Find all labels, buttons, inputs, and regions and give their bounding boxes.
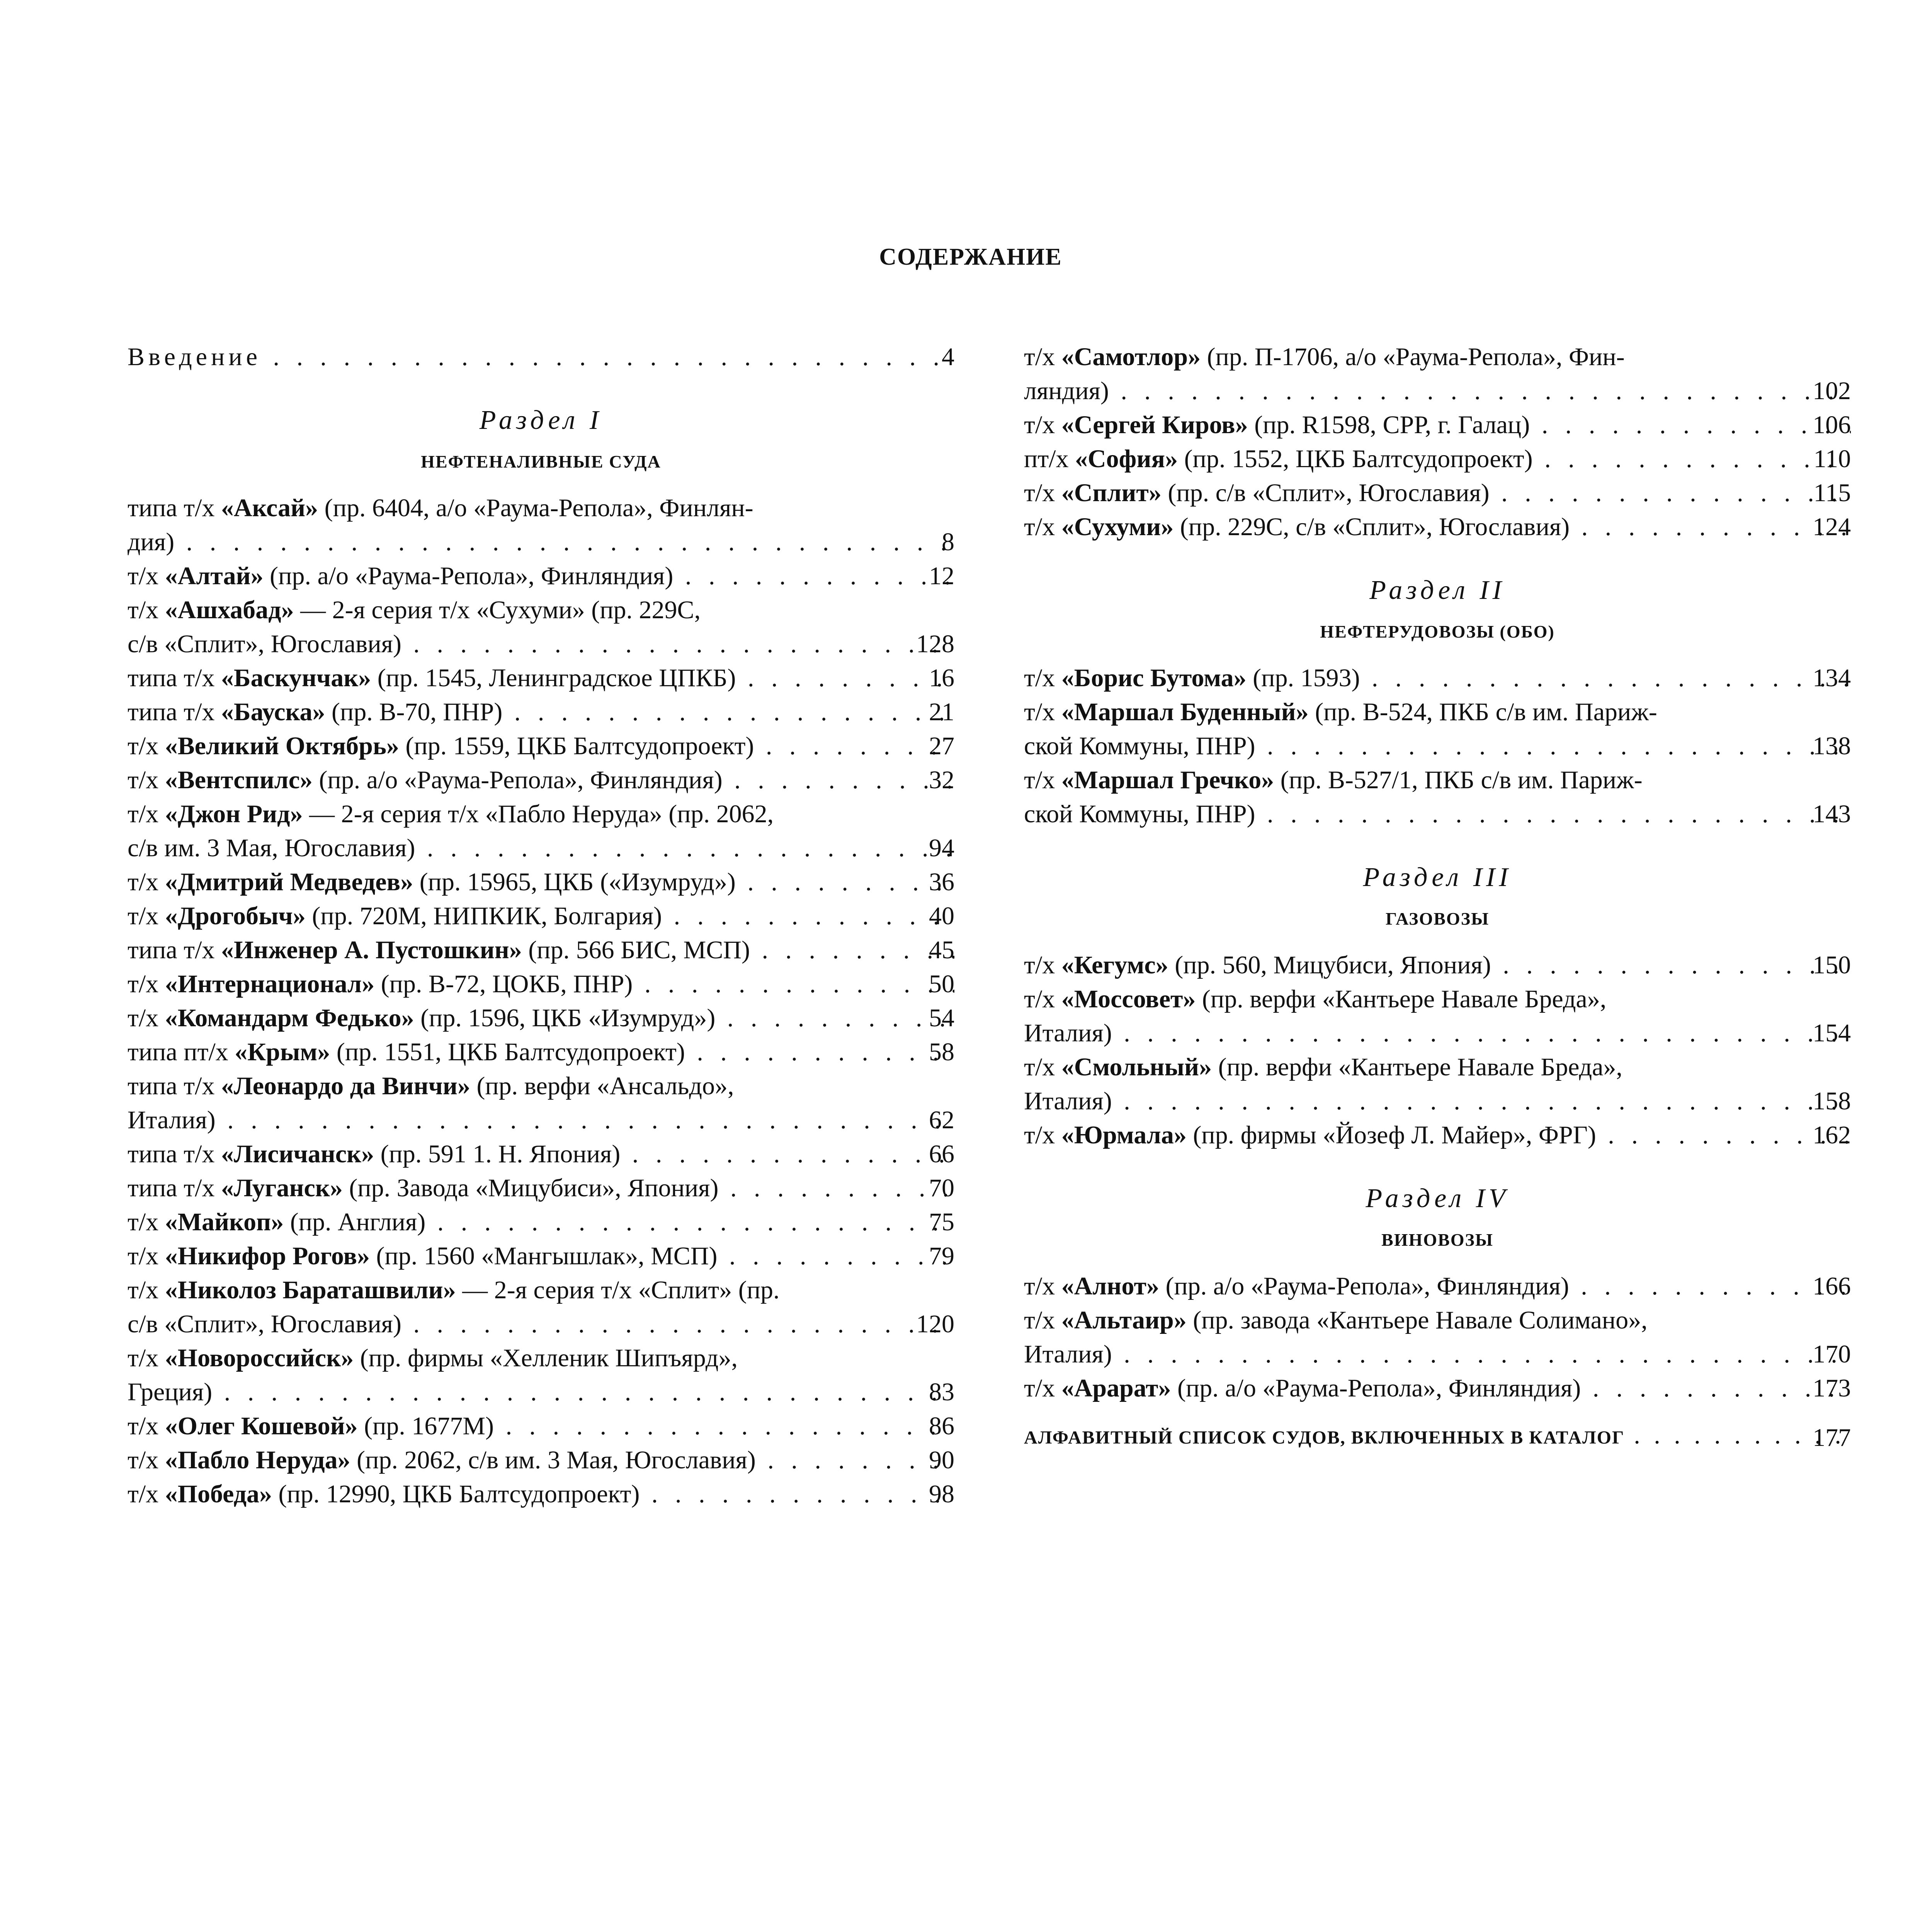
entry-text-part: (пр. Завода «Мицубиси», Япония) [342, 1174, 719, 1202]
toc-page-number: 86 [929, 1412, 954, 1440]
entry-text-part: (пр. 1560 «Мангышлак», МСП) [369, 1242, 718, 1270]
vessel-name: «Вентспилс» [165, 766, 313, 794]
toc-entry-continuation: ляндия) . . . [1024, 374, 1851, 408]
vessel-name: «Сплит» [1061, 479, 1162, 507]
entry-text-part: типа т/х [128, 1072, 221, 1100]
toc-entry[interactable] [128, 1341, 954, 1409]
entry-text-part: т/х [1024, 985, 1061, 1013]
entry-text-part: (пр. 591 1. Н. Япония) [374, 1140, 621, 1168]
entry-text-part: т/х [128, 766, 165, 794]
toc-entry-continuation: ской Коммуны, ПНР) . . . [1024, 729, 1851, 763]
toc-entry[interactable] [1024, 763, 1851, 831]
toc-page-number: 54 [929, 1004, 954, 1032]
toc-entry[interactable] [128, 967, 954, 1001]
toc-page-number: 158 [1813, 1087, 1851, 1115]
toc-page-number: 36 [929, 868, 954, 896]
entry-text-part: типа т/х [128, 1174, 221, 1202]
toc-page-number: 45 [929, 936, 954, 964]
entry-text-part: (пр. а/о «Раума-Репола», Финляндия) [312, 766, 723, 794]
toc-entry-text [1024, 1269, 1851, 1303]
toc-entry-continuation: с/в им. 3 Мая, Югославия) . . . [128, 831, 954, 865]
toc-entry[interactable] [128, 1137, 954, 1171]
toc-entry-text [128, 1409, 954, 1443]
vessel-name: «Моссовет» [1061, 985, 1196, 1013]
entry-text-part: — 2-я серия т/х «Сухуми» (пр. 229С, [294, 596, 701, 624]
entry-text-part: (пр. 566 БИС, МСП) [522, 936, 750, 964]
toc-entry[interactable] [1024, 661, 1851, 695]
toc-entry[interactable] [128, 797, 954, 865]
vessel-name: «Смольный» [1061, 1053, 1212, 1081]
toc-page-number: 106 [1813, 411, 1851, 439]
toc-page-number: 58 [929, 1038, 954, 1066]
toc-entry[interactable] [128, 865, 954, 899]
toc-entry-text [128, 1035, 954, 1069]
vessel-name: «Победа» [165, 1480, 272, 1508]
toc-entry-text [128, 763, 954, 797]
vessel-name: «Сергей Киров» [1061, 411, 1248, 439]
entry-text-part: (пр. В-70, ПНР) [325, 698, 503, 726]
entry-text-part: (пр. завода «Кантьере Навале Солимано», [1186, 1306, 1648, 1334]
toc-entry-text [128, 729, 954, 763]
section-subheading: НЕФТЕРУДОВОЗЫ (ОБО) [1320, 622, 1555, 641]
toc-page-number: 143 [1813, 800, 1851, 828]
entry-text-part: (пр. с/в «Сплит», Югославия) [1161, 479, 1490, 507]
toc-entry-text [1024, 661, 1851, 695]
toc-entry-text [1024, 1118, 1851, 1152]
section-heading: Раздел III [1363, 862, 1512, 892]
entry-text-part: т/х [128, 970, 165, 998]
toc-entry[interactable] [1024, 340, 1851, 408]
entry-text-part: т/х [128, 1276, 165, 1304]
entry-text-part: (пр. фирмы «Йозеф Л. Майер», ФРГ) [1186, 1121, 1596, 1149]
toc-entry-continuation: Италия) . . . [1024, 1084, 1851, 1118]
vessel-name: «Самотлор» [1061, 343, 1201, 371]
toc-entry-text [128, 933, 954, 967]
toc-entry-text [1024, 510, 1851, 544]
toc-page-number: 154 [1813, 1019, 1851, 1047]
toc-entry-text [1024, 340, 1851, 374]
entry-text-part: (пр. Англия) [284, 1208, 426, 1236]
toc-entry-continuation: Италия) . . . [1024, 1016, 1851, 1050]
vessel-name: «Ашхабад» [165, 596, 294, 624]
entry-text-part: т/х [1024, 1272, 1061, 1300]
entry-text-part: типа т/х [128, 494, 221, 522]
toc-entry-text [1024, 948, 1851, 982]
toc-page-number: 4 [942, 343, 954, 371]
toc-section [128, 405, 954, 1511]
entry-text-part: (пр. 6404, а/о «Раума-Репола», Финлян- [318, 494, 753, 522]
vessel-name: «Сухуми» [1061, 513, 1174, 541]
toc-entry[interactable] [1024, 1269, 1851, 1303]
toc-entry[interactable] [128, 1273, 954, 1341]
vessel-name: «Великий Октябрь» [165, 732, 399, 760]
vessel-name: «Дрогобыч» [165, 902, 306, 930]
entry-text-part: (пр. верфи «Кантьере Навале Бреда», [1212, 1053, 1622, 1081]
entry-text-part: т/х [1024, 766, 1061, 794]
entry-text-part: т/х [1024, 411, 1061, 439]
toc-page-number: 12 [929, 562, 954, 590]
entry-text-part: т/х [1024, 1306, 1061, 1334]
toc-entry[interactable] [128, 899, 954, 933]
entry-text-part: т/х [128, 1004, 165, 1032]
entry-text-part: т/х [128, 562, 165, 590]
toc-entry-alphabetical-index[interactable] [1024, 1421, 1851, 1455]
vessel-name: «Командарм Федько» [165, 1004, 414, 1032]
toc-page-number: 70 [929, 1174, 954, 1202]
toc-entry[interactable] [1024, 510, 1851, 544]
toc-entry[interactable] [1024, 476, 1851, 510]
vessel-name: «Интернационал» [165, 970, 375, 998]
entry-text-part: (пр. верфи «Ансальдо», [470, 1072, 734, 1100]
toc-entry[interactable] [128, 1001, 954, 1035]
toc-page-number: 32 [929, 766, 954, 794]
vessel-name: «Джон Рид» [165, 800, 303, 828]
toc-entry[interactable] [128, 933, 954, 967]
toc-entry-text [128, 1001, 954, 1035]
toc-entry[interactable] [128, 661, 954, 695]
toc-entry[interactable] [1024, 982, 1851, 1050]
toc-entry-text [128, 797, 954, 831]
toc-section [1024, 862, 1851, 1152]
toc-page-number: 115 [1813, 479, 1851, 507]
page-title: СОДЕРЖАНИЕ [879, 244, 1062, 270]
toc-page-number: 110 [1813, 445, 1851, 473]
entry-text-part: (пр. 1551, ЦКБ Балтсудопроект) [330, 1038, 685, 1066]
vessel-name: «Дмитрий Медведев» [165, 868, 413, 896]
toc-entry-text [128, 1443, 954, 1477]
vessel-name: «Николоз Бараташвили» [165, 1276, 456, 1304]
toc-entry[interactable] [1024, 1371, 1851, 1405]
entry-text-part: (пр. 720М, НИПКИК, Болгария) [305, 902, 662, 930]
entry-text-part: т/х [1024, 1374, 1061, 1402]
entry-text-part: типа пт/х [128, 1038, 235, 1066]
toc-entry-continuation: с/в «Сплит», Югославия) . . . [128, 1307, 954, 1341]
toc-left-column [128, 340, 954, 1511]
toc-entry-text [1024, 408, 1851, 442]
vessel-name: «Майкоп» [165, 1208, 284, 1236]
toc-entry-text [128, 559, 954, 593]
toc-entry[interactable] [128, 1069, 954, 1137]
toc-entry[interactable] [128, 695, 954, 729]
toc-entry-text [128, 1341, 954, 1375]
section-subheading: ВИНОВОЗЫ [1381, 1230, 1493, 1250]
toc-entry-continuation: Италия) . . . [128, 1103, 954, 1137]
entry-text-part: типа т/х [128, 1140, 221, 1168]
entry-text-part: т/х [128, 596, 165, 624]
entry-text-part: — 2-я серия т/х «Пабло Неруда» (пр. 2062, [303, 800, 774, 828]
toc-page-number: 138 [1813, 732, 1851, 760]
vessel-name: «Бауска» [221, 698, 325, 726]
toc-entry[interactable] [1024, 1303, 1851, 1371]
entry-text-part: т/х [1024, 479, 1061, 507]
toc-entry[interactable] [128, 1477, 954, 1511]
entry-text-part: т/х [1024, 1121, 1061, 1149]
toc-entry-text [128, 865, 954, 899]
entry-text-part: (пр. 1596, ЦКБ «Изумруд») [414, 1004, 716, 1032]
entry-text-part: т/х [1024, 513, 1061, 541]
toc-entry-text [128, 1069, 954, 1103]
toc-entry[interactable] [128, 1035, 954, 1069]
toc-entry-text [1024, 1050, 1851, 1084]
toc-entry-text [128, 491, 954, 525]
entry-text-part: (пр. 1552, ЦКБ Балтсудопроект) [1178, 445, 1533, 473]
vessel-name: «Алтай» [165, 562, 264, 590]
entry-text-part: типа т/х [128, 936, 221, 964]
toc-page-number: 177 [1813, 1423, 1851, 1452]
toc-entry-text [1024, 1303, 1851, 1337]
vessel-name: «Борис Бутома» [1061, 664, 1247, 692]
toc-page-number: 40 [929, 902, 954, 930]
entry-text-part: т/х [128, 902, 165, 930]
toc-page-number: 102 [1813, 377, 1851, 405]
toc-page-number: 128 [916, 630, 954, 658]
toc-entry-continuation: дия) . . . [128, 525, 954, 559]
toc-entry[interactable] [128, 1171, 954, 1205]
toc-entry[interactable] [128, 593, 954, 661]
toc-entry[interactable] [1024, 948, 1851, 982]
toc-entry-text [128, 1239, 954, 1273]
entry-text-part: (пр. а/о «Раума-Репола», Финляндия) [1159, 1272, 1569, 1300]
toc-entry[interactable] [1024, 442, 1851, 476]
toc-page-number: 27 [929, 732, 954, 760]
toc-entry-continuation: ской Коммуны, ПНР) . . . [1024, 797, 1851, 831]
toc-entry-text [1024, 695, 1851, 729]
toc-entry-text [1024, 1371, 1851, 1405]
toc-entry[interactable] [1024, 695, 1851, 763]
entry-text-part: (пр. 15965, ЦКБ («Изумруд») [413, 868, 736, 896]
toc-entry-continuation: Италия) . . . [1024, 1337, 1851, 1371]
entry-text-part: (пр. а/о «Раума-Репола», Финляндия) [263, 562, 673, 590]
toc-entry-text [128, 695, 954, 729]
section-subheading: ГАЗОВОЗЫ [1385, 909, 1490, 929]
toc-entry-text [1024, 442, 1851, 476]
toc-entry-text [128, 1171, 954, 1205]
toc-entry-text [128, 967, 954, 1001]
entry-text-part: (пр. а/о «Раума-Репола», Финляндия) [1171, 1374, 1581, 1402]
vessel-name: «Никифор Рогов» [165, 1242, 370, 1270]
toc-entry-label: АЛФАВИТНЫЙ СПИСОК СУДОВ, ВКЛЮЧЕННЫХ В КАТАЛОГ . . . [1024, 1421, 1851, 1455]
toc-entry-text [128, 593, 954, 627]
toc-page-number: 94 [929, 834, 954, 862]
entry-text-part: пт/х [1024, 445, 1075, 473]
entry-text-part: (пр. В-527/1, ПКБ с/в им. Париж- [1274, 766, 1643, 794]
toc-entry-intro[interactable] [128, 340, 954, 374]
vessel-name: «Кегумс» [1061, 951, 1168, 979]
vessel-name: «Альтаир» [1061, 1306, 1187, 1334]
toc-entry-text [128, 661, 954, 695]
toc-right-column [1024, 340, 1851, 1455]
toc-section [1024, 1183, 1851, 1405]
toc-page-number: 166 [1813, 1272, 1851, 1300]
entry-text-part: т/х [128, 1480, 165, 1508]
toc-page-number: 83 [929, 1378, 954, 1406]
vessel-name: «Лисичанск» [221, 1140, 374, 1168]
entry-text-part: (пр. В-524, ПКБ с/в им. Париж- [1308, 698, 1657, 726]
toc-entry[interactable] [128, 559, 954, 593]
entry-text-part: (пр. 1559, ЦКБ Балтсудопроект) [399, 732, 754, 760]
entry-text-part: (пр. R1598, СРР, г. Галац) [1248, 411, 1530, 439]
vessel-name: «Инженер А. Пустошкин» [221, 936, 522, 964]
toc-entry-text [1024, 763, 1851, 797]
toc-page-number: 150 [1813, 951, 1851, 979]
toc-page-number: 16 [929, 664, 954, 692]
toc-entry[interactable] [128, 763, 954, 797]
vessel-name: «Аксай» [221, 494, 318, 522]
toc-entry-text [128, 899, 954, 933]
toc-page-number: 90 [929, 1446, 954, 1474]
vessel-name: «Баскунчак» [221, 664, 371, 692]
entry-text-part: (пр. В-72, ЦОКБ, ПНР) [374, 970, 633, 998]
section-heading: Раздел II [1369, 575, 1505, 605]
entry-text-part: (пр. 229С, с/в «Сплит», Югославия) [1173, 513, 1570, 541]
toc-page-number: 21 [929, 698, 954, 726]
entry-text-part: (пр. 560, Мицубиси, Япония) [1168, 951, 1491, 979]
toc-entry[interactable] [128, 1409, 954, 1443]
entry-text-part: т/х [1024, 1053, 1061, 1081]
entry-text-part: т/х [128, 868, 165, 896]
entry-text-part: (пр. П-1706, а/о «Раума-Репола», Фин- [1201, 343, 1625, 371]
toc-entry-continuation: с/в «Сплит», Югославия) . . . [128, 627, 954, 661]
toc-page-number: 79 [929, 1242, 954, 1270]
entry-text-part: т/х [128, 1242, 165, 1270]
entry-text-part: типа т/х [128, 664, 221, 692]
toc-entry-text [128, 1137, 954, 1171]
toc-page-number: 50 [929, 970, 954, 998]
entry-text-part: (пр. 1677М) [357, 1412, 494, 1440]
entry-text-part: т/х [128, 1344, 165, 1372]
toc-page-number: 134 [1813, 664, 1851, 692]
toc-section [1024, 575, 1851, 831]
toc-entry[interactable] [1024, 408, 1851, 442]
entry-text-part: — 2-я серия т/х «Сплит» (пр. [456, 1276, 780, 1304]
toc-entry-text [1024, 476, 1851, 510]
vessel-name: «Маршал Гречко» [1061, 766, 1274, 794]
vessel-name: «Маршал Буденный» [1061, 698, 1309, 726]
vessel-name: «Арарат» [1061, 1374, 1171, 1402]
toc-entry-text [1024, 982, 1851, 1016]
toc-entry[interactable] [128, 729, 954, 763]
vessel-name: «Пабло Неруда» [165, 1446, 350, 1474]
toc-page-number: 8 [942, 528, 954, 556]
vessel-name: «Луганск» [221, 1174, 343, 1202]
toc-entry-label: Введение . . . [128, 340, 954, 374]
entry-text-part: т/х [128, 800, 165, 828]
entry-text-part: (пр. 2062, с/в им. 3 Мая, Югославия) [350, 1446, 756, 1474]
vessel-name: «Крым» [235, 1038, 330, 1066]
toc-entry[interactable] [128, 1239, 954, 1273]
toc-entry-text [128, 1205, 954, 1239]
toc-page-number: 75 [929, 1208, 954, 1236]
entry-text-part: (пр. верфи «Кантьере Навале Бреда», [1196, 985, 1607, 1013]
vessel-name: «Новороссийск» [165, 1344, 354, 1372]
entry-text-part: т/х [1024, 951, 1061, 979]
toc-entry[interactable] [1024, 1050, 1851, 1118]
vessel-name: «София» [1075, 445, 1178, 473]
vessel-name: «Леонардо да Винчи» [221, 1072, 470, 1100]
vessel-name: «Олег Кошевой» [165, 1412, 358, 1440]
entry-text-part: т/х [1024, 698, 1061, 726]
entry-text-part: (пр. 1545, Ленинградское ЦПКБ) [371, 664, 736, 692]
toc-entry-continuation: Греция) . . . [128, 1375, 954, 1409]
entry-text-part: т/х [128, 1412, 165, 1440]
entry-text-part: типа т/х [128, 698, 221, 726]
entry-text-part: (пр. 12990, ЦКБ Балтсудопроект) [272, 1480, 640, 1508]
toc-page-number: 162 [1813, 1121, 1851, 1149]
toc-entry[interactable] [128, 491, 954, 559]
entry-text-part: т/х [128, 1208, 165, 1236]
toc-page-number: 173 [1813, 1374, 1851, 1402]
toc-entry-text [128, 1477, 954, 1511]
toc-entry[interactable] [128, 1443, 954, 1477]
entry-text-part: т/х [1024, 343, 1061, 371]
entry-text-part: т/х [128, 1446, 165, 1474]
toc-page-number: 66 [929, 1140, 954, 1168]
toc-page-number: 98 [929, 1480, 954, 1508]
section-heading: Раздел I [479, 405, 603, 435]
entry-text-part: (пр. фирмы «Хелленик Шипъярд», [354, 1344, 738, 1372]
toc-page-number: 170 [1813, 1340, 1851, 1368]
toc-page-number: 62 [929, 1106, 954, 1134]
entry-text-part: т/х [128, 732, 165, 760]
toc-page-number: 124 [1813, 513, 1851, 541]
section-heading: Раздел IV [1366, 1184, 1509, 1213]
vessel-name: «Алнот» [1061, 1272, 1159, 1300]
vessel-name: «Юрмала» [1061, 1121, 1187, 1149]
entry-text-part: (пр. 1593) [1246, 664, 1360, 692]
entry-text-part: т/х [1024, 664, 1061, 692]
toc-page-number: 120 [916, 1310, 954, 1338]
toc-entry[interactable] [1024, 1118, 1851, 1152]
toc-entry-text [128, 1273, 954, 1307]
section-subheading: НЕФТЕНАЛИВНЫЕ СУДА [421, 452, 661, 471]
toc-entry[interactable] [128, 1205, 954, 1239]
